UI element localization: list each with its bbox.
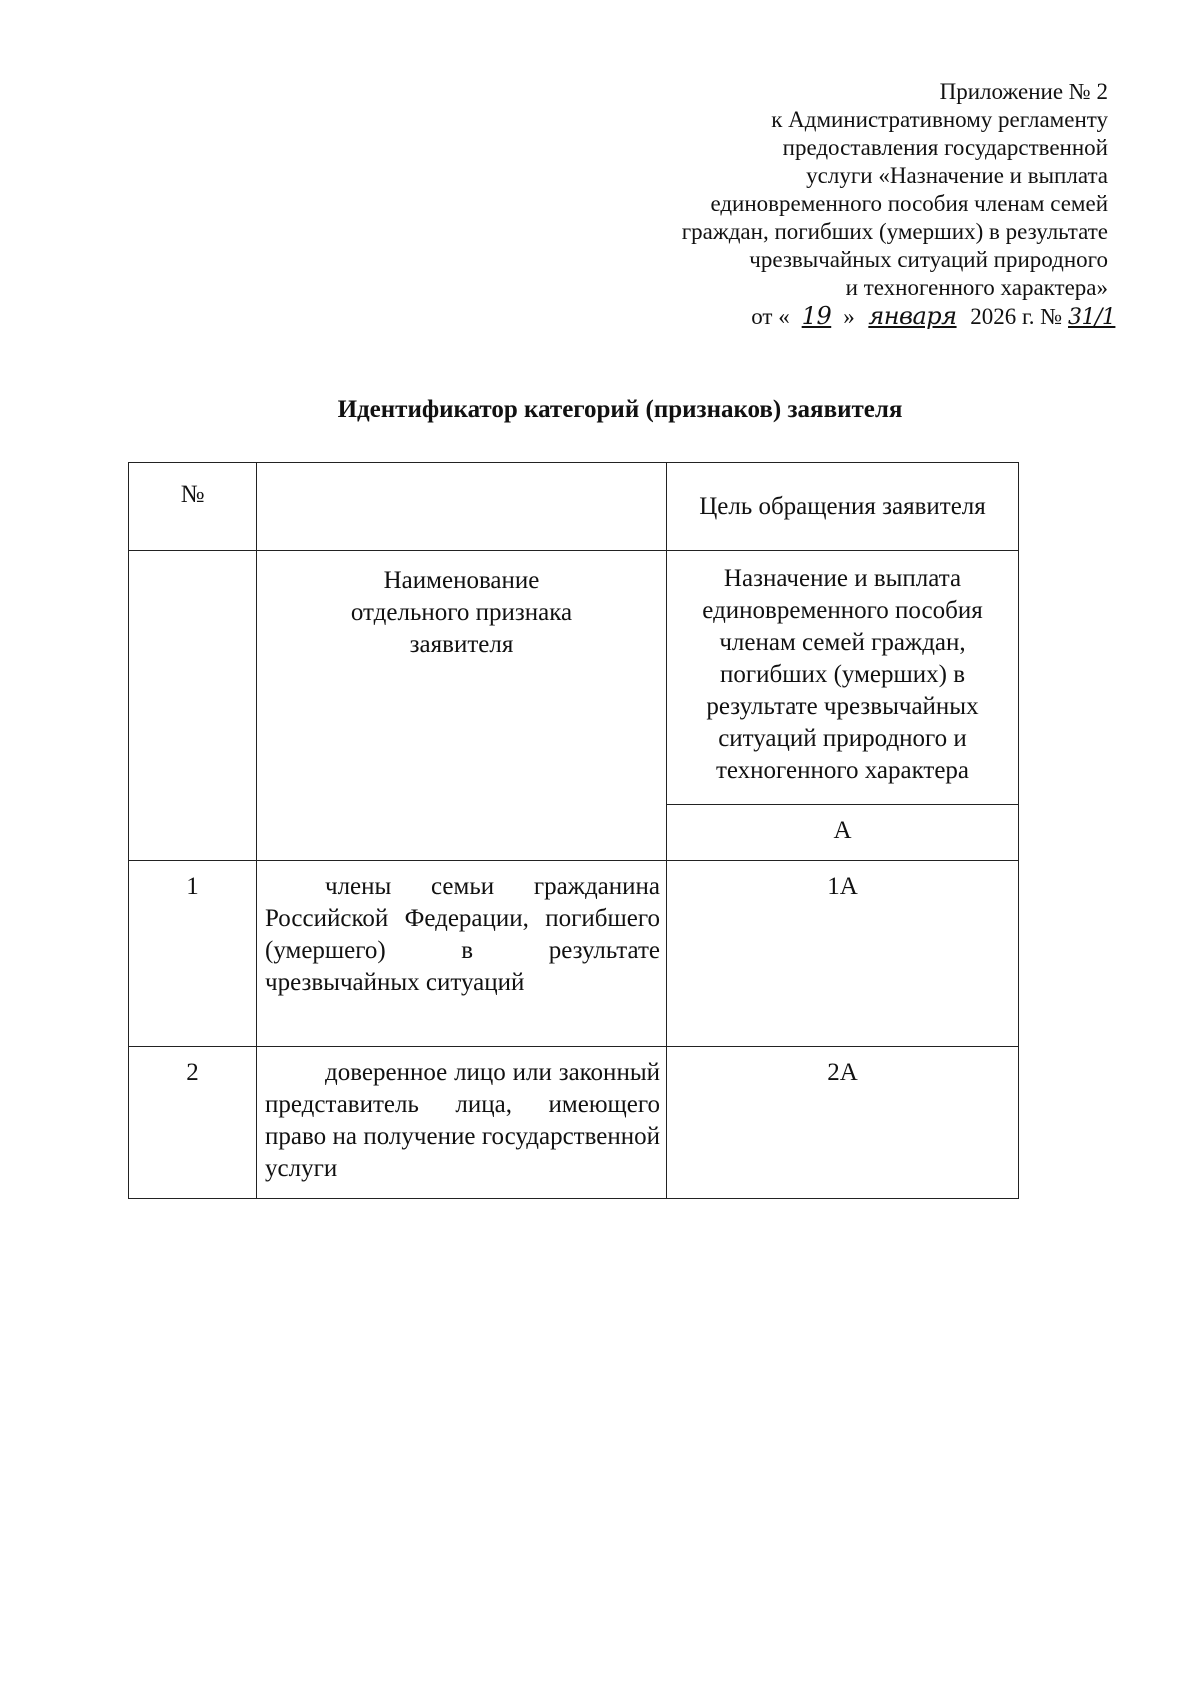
handwritten-document-number: 31/1 xyxy=(1068,305,1116,330)
header-line: граждан, погибших (умерших) в результате xyxy=(681,219,1108,244)
header-line: предоставления государственной xyxy=(782,135,1108,160)
document-title: Идентификатор категорий (признаков) заявителя xyxy=(337,396,903,423)
row-description-text: члены семьи гражданина Российской Федерации, погибшего (умершего) в результате чрезвычайных ситуаций xyxy=(265,873,660,996)
table-header-row xyxy=(129,463,1019,551)
date-separator: » xyxy=(843,304,855,329)
applicant-category-table xyxy=(128,462,1019,1199)
table-row xyxy=(129,861,1019,1047)
date-year: 2026 г. № xyxy=(970,304,1063,329)
row-description xyxy=(257,861,667,1047)
appendix-header xyxy=(548,78,1116,332)
empty-num-cell xyxy=(129,551,257,861)
row-number: 2 xyxy=(129,1047,257,1199)
appendix-number: Приложение № 2 xyxy=(939,79,1108,104)
empty-header-cell xyxy=(257,463,667,551)
goal-column-header: Цель обращения заявителя xyxy=(667,463,1019,551)
date-prefix: от « xyxy=(751,304,790,329)
handwritten-day: 19 xyxy=(801,302,832,330)
row-code: 2А xyxy=(667,1047,1019,1199)
name-column-header-text: Наименование отдельного признака заявителя xyxy=(350,567,573,658)
goal-code-cell: А xyxy=(667,805,1019,861)
document-date-line xyxy=(548,302,1116,332)
row-description-text: доверенное лицо или законный представитель лица, имеющего право на получение государственной услуги xyxy=(265,1059,660,1182)
row-code: 1А xyxy=(667,861,1019,1047)
row-description xyxy=(257,1047,667,1199)
header-line: услуги «Назначение и выплата xyxy=(806,163,1108,188)
header-line: и техногенного характера» xyxy=(845,275,1108,300)
row-number: 1 xyxy=(129,861,257,1047)
num-column-header: № xyxy=(129,463,257,551)
table-row xyxy=(129,1047,1019,1199)
handwritten-month: января xyxy=(868,302,957,330)
header-line: единовременного пособия членам семей xyxy=(710,191,1108,216)
goal-description-row xyxy=(129,551,1019,805)
header-line: к Административному регламенту xyxy=(771,107,1108,132)
goal-text-cell: Назначение и выплата единовременного пособия членам семей граждан, погибших (умерших) в результате чрезвычайных ситуаций природного и техногенного характера xyxy=(667,551,1019,805)
header-line: чрезвычайных ситуаций природного xyxy=(749,247,1108,272)
name-column-header xyxy=(257,551,667,861)
